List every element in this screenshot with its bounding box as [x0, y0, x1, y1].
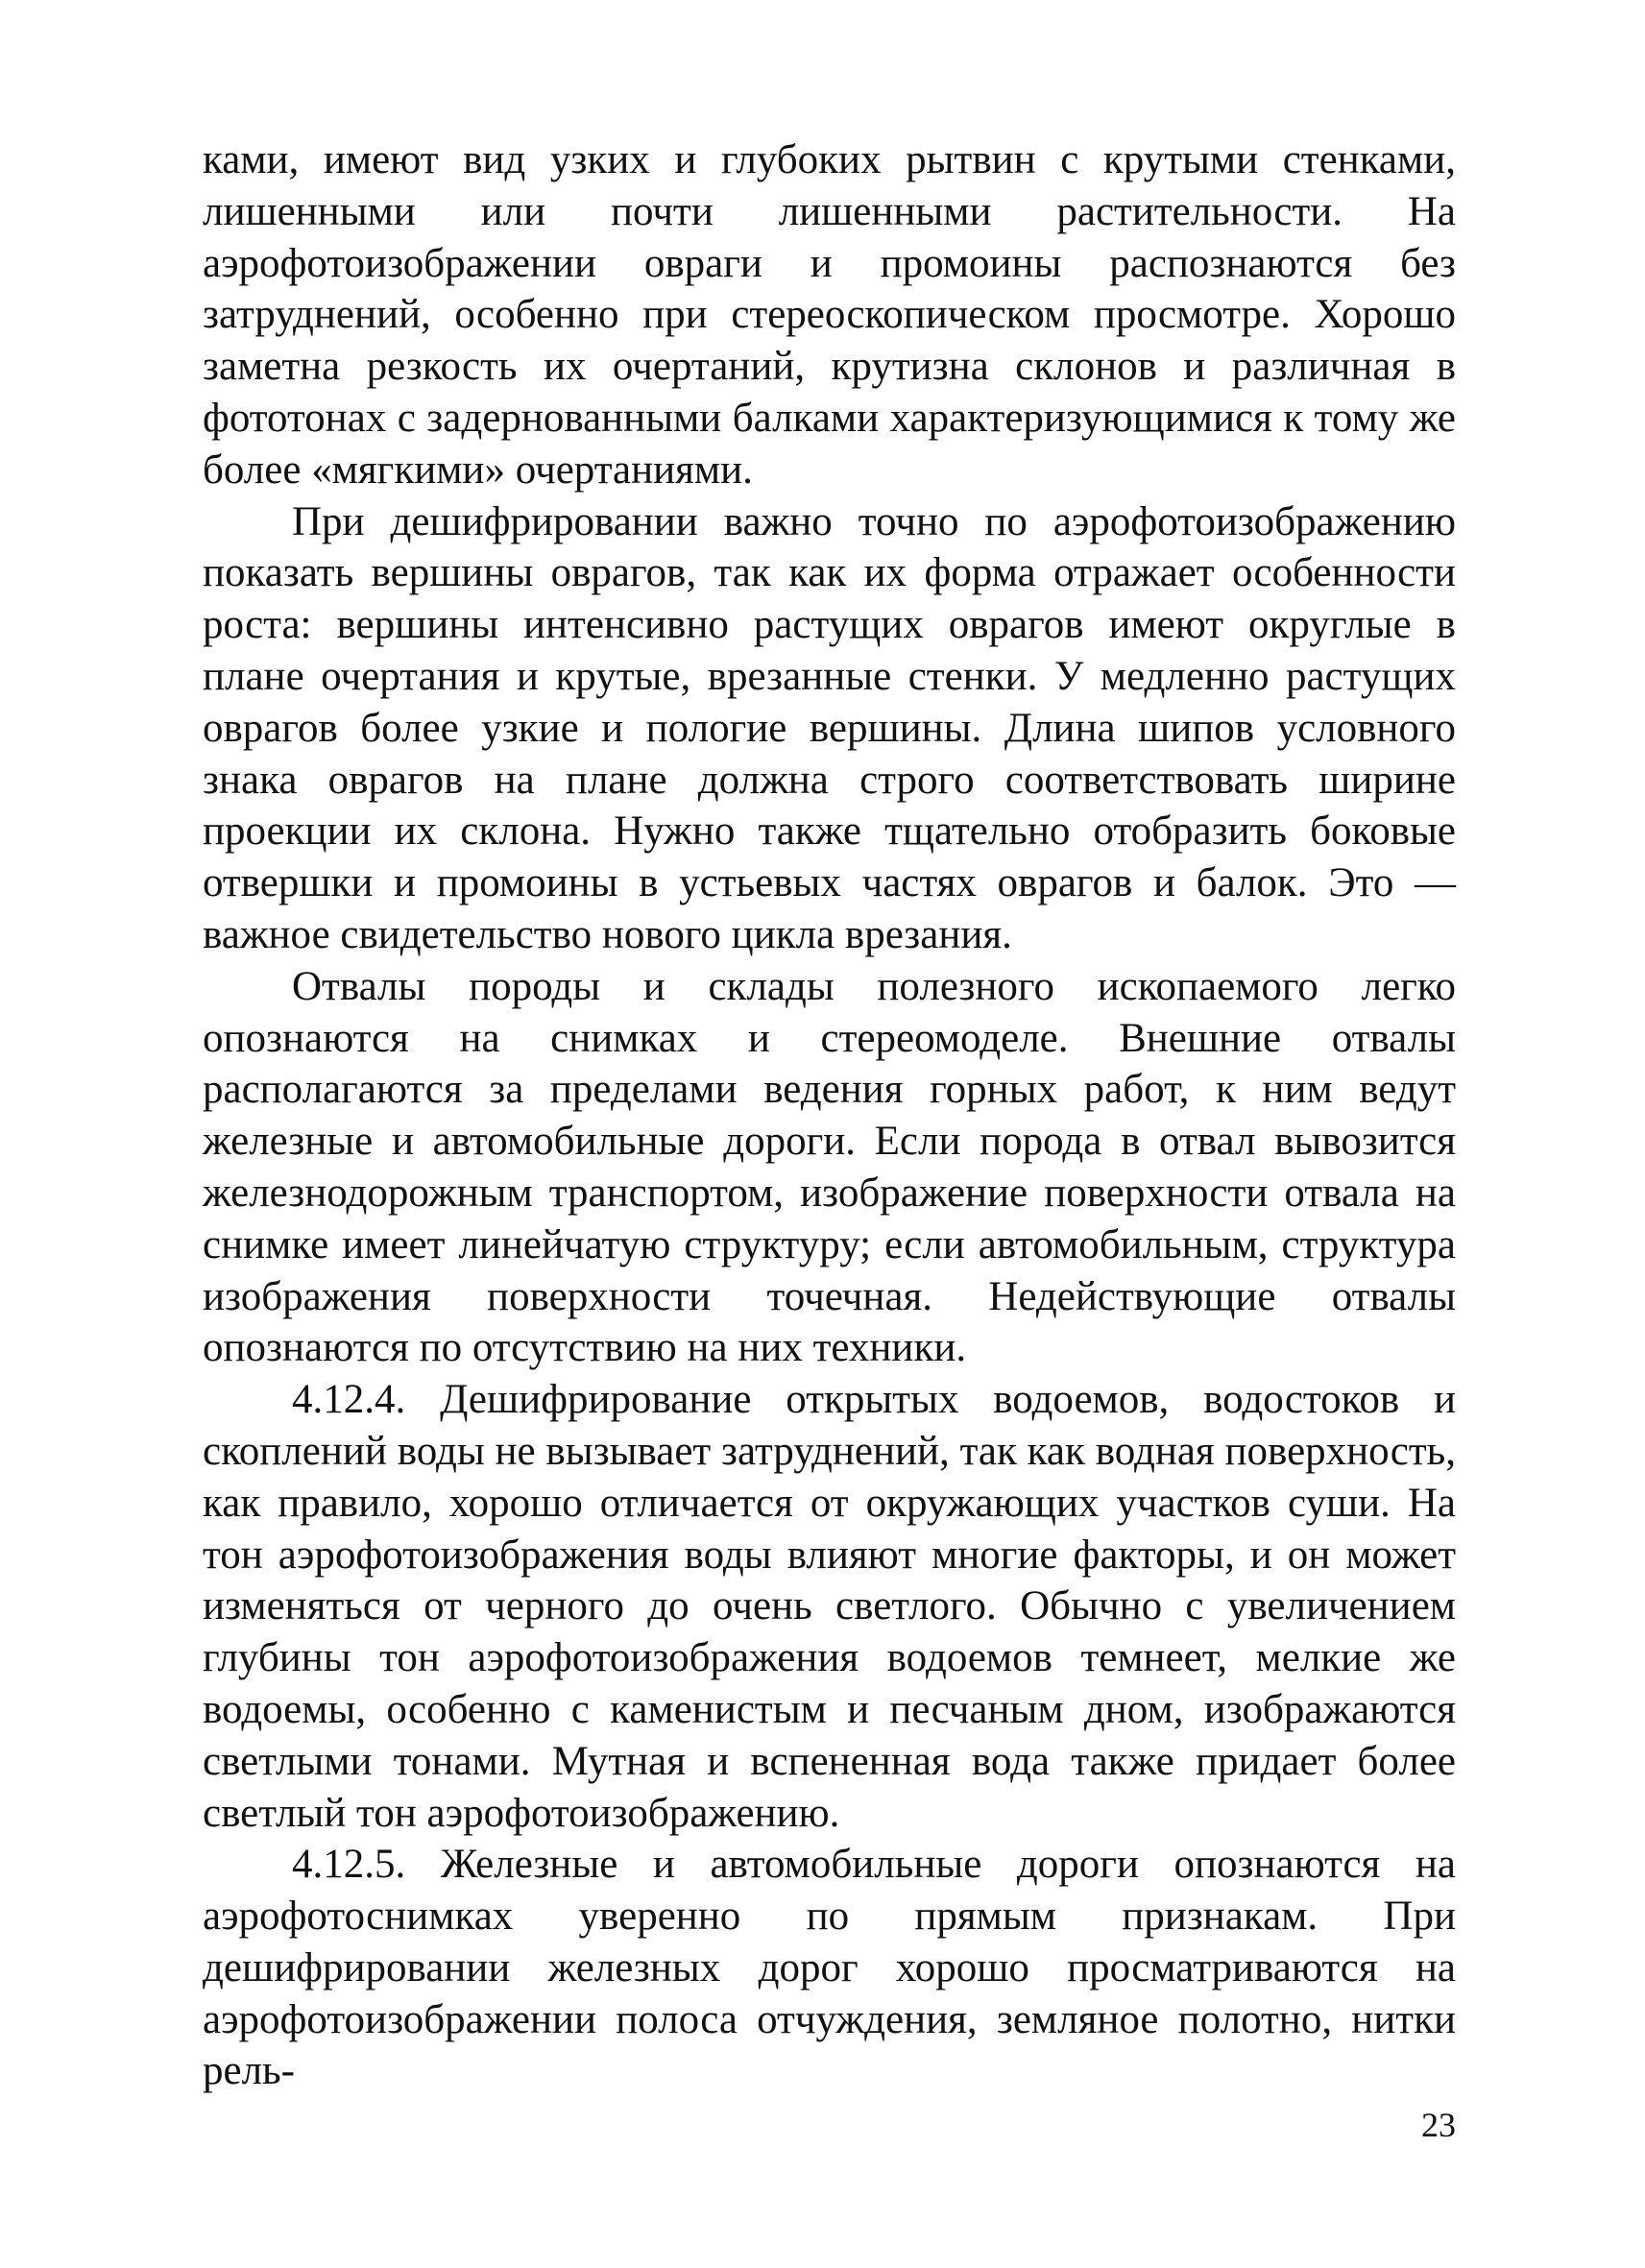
paragraph-gullies-description: ками, имеют вид узких и глубоких рытвин с крутыми стенками, лишенными или почти лишенными растительности. На аэрофотоизображении овраги и промоины распознаются без затруднений, особенно при стереоскопическом просмотре. Хорошо заметна резкость их очертаний, крутизна склонов и различная в фототонах с задернованными балками характеризующимися к тому же более «мягкими» очертаниями. [203, 137, 1456, 493]
paragraph-section-4-12-4: 4.12.4. Дешифрирование открытых водоемов, водостоков и скоплений воды не вызывает затруднений, так как водная поверхность, как правило, хорошо отличается от окружающих участков суши. На тон аэрофотоизображения воды влияют многие факторы, и он может изменяться от черного до очень светлого. Обычно с увеличением глубины тон аэрофотоизображения водоемов темнеет, мелкие же водоемы, особенно с каменистым и песчаным дном, изображаются светлыми тонами. Мутная и вспененная вода также придает более светлый тон аэрофотоизображению. [203, 1377, 1456, 1836]
paragraph-dumps: Отвалы породы и склады полезного ископаемого легко опознаются на снимках и стереомоделе. Внешние отвалы располагаются за пределами ведения горных работ, к ним ведут железные и автомобильные дороги. Если порода в отвал вывозится железнодорожным транспортом, изображение поверхности отвала на снимке имеет линейчатую структуру; если автомобильным, структура изображения поверхности точечная. Недействующие отвалы опознаются по отсутствию на них техники. [203, 963, 1456, 1371]
page-number: 23 [1421, 2106, 1456, 2144]
paragraph-section-4-12-5: 4.12.5. Железные и автомобильные дороги опознаются на аэрофотоснимках уверенно по прямым признакам. При дешифрировании железных дорог хорошо просматриваются на аэрофотоизображении полоса отчуждения, земляное полотно, нитки рель- [203, 1842, 1456, 2094]
paragraph-gully-heads: При дешифрировании важно точно по аэрофотоизображению показать вершины оврагов, так как их форма отражает особенности роста: вершины интенсивно растущих оврагов имеют округлые в плане очертания и крутые, врезанные стенки. У медленно растущих оврагов более узкие и пологие вершины. Длина шипов условного знака оврагов на плане должна строго соответствовать ширине проекции их склона. Нужно также тщательно отобразить боковые отвершки и промоины в устьевых частях оврагов и балок. Это — важное свидетельство нового цикла врезания. [203, 498, 1456, 957]
page-body [203, 134, 1456, 2097]
